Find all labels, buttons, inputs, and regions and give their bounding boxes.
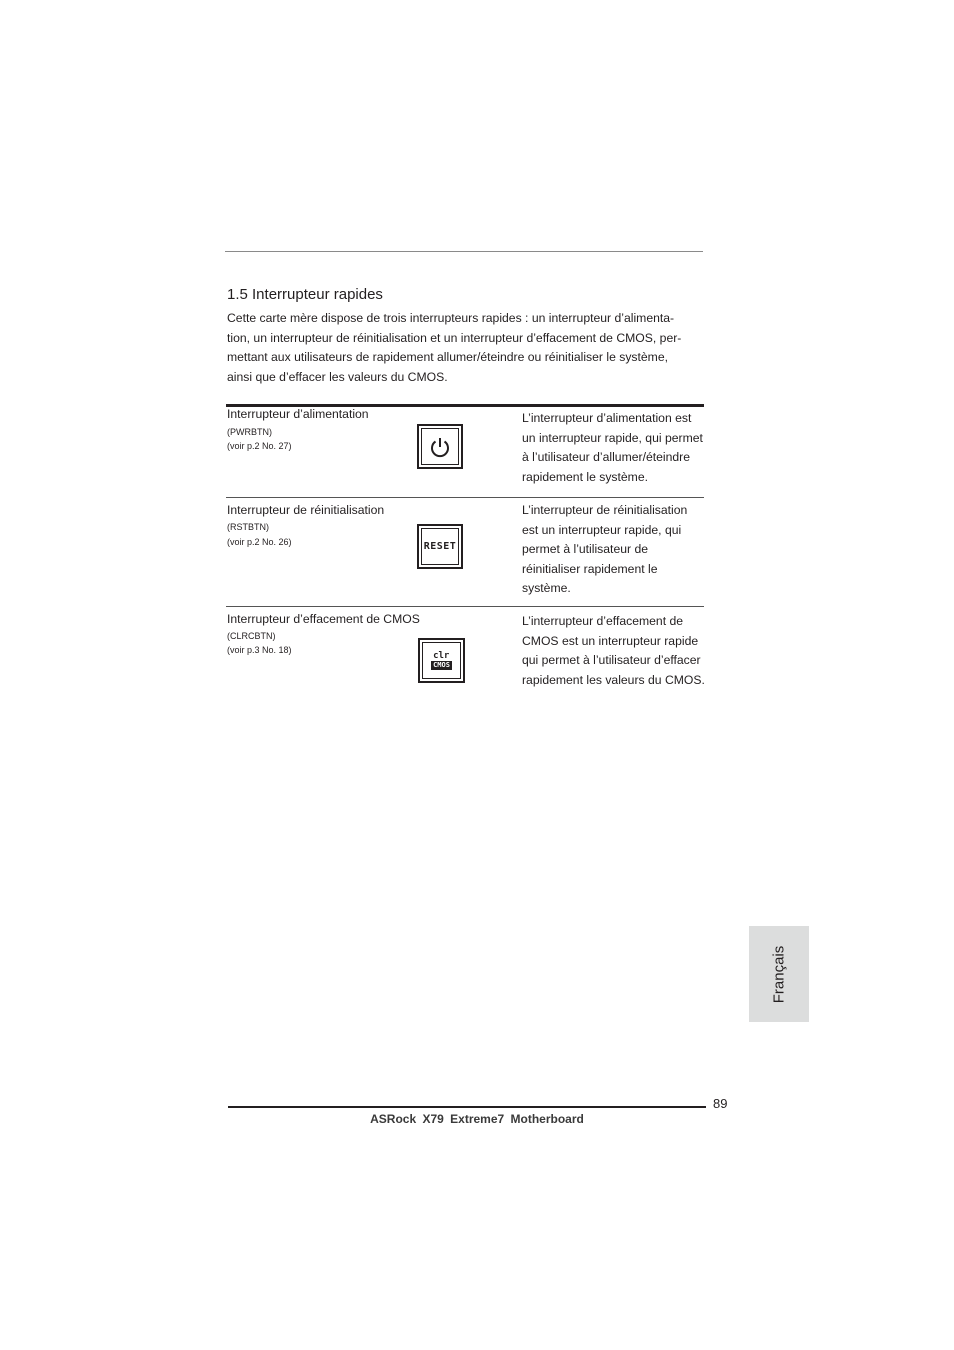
clear-cmos-button-graphic [418,638,465,683]
clear-cmos-switch-description [522,612,722,690]
reset-switch-code: (RSTBTN) [227,522,269,532]
power-button-graphic [417,424,463,469]
desc-line: rapidement les valeurs du CMOS. [522,672,705,687]
clear-cmos-icon [431,651,452,670]
clr-label: clr [433,651,450,661]
power-switch-name: Interrupteur d’alimentation [227,407,369,421]
power-switch-description [522,409,722,487]
language-tab-label: Français [770,945,788,1003]
desc-line: L’interrupteur d’alimentation est [522,411,692,425]
desc-line: est un interrupteur rapide, qui [522,522,682,537]
desc-line: rapidement le système. [522,469,648,484]
section-title: 1.5 Interrupteur rapides [227,286,383,303]
power-switch-code: (PWRBTN) [227,427,272,437]
footer-title: ASRock X79 Extreme7 Motherboard [370,1112,584,1126]
desc-line: réinitialiser rapidement le [522,561,658,576]
desc-line: système. [522,581,571,595]
desc-line: L’interrupteur de réinitialisation [522,503,688,517]
power-switch-ref: (voir p.2 No. 27) [227,441,292,451]
cmos-label: CMOS [433,661,450,669]
clear-cmos-switch-code: (CLRCBTN) [227,631,276,641]
reset-switch-description [522,501,722,599]
footer-rule [228,1106,706,1108]
desc-line: qui permet à l’utilisateur d’effacer [522,653,701,667]
reset-icon: RESET [423,541,457,552]
intro-line: tion, un interrupteur de réinitialisation et un interrupteur d’effacement de CMOS, per- [227,330,682,345]
language-tab [749,926,809,1022]
desc-line: un interrupteur rapide, qui permet [522,430,703,445]
header-rule [225,251,703,252]
desc-line: CMOS est un interrupteur rapide [522,633,699,648]
intro-line: mettant aux utilisateurs de rapidement allumer/éteindre ou réinitialiser le système, [227,350,668,364]
desc-line: L’interrupteur d’effacement de [522,614,684,628]
desc-line: permet à l’utilisateur de [522,542,648,556]
power-icon [428,435,452,459]
row-divider [226,497,704,498]
desc-line: à l’utilisateur d’allumer/éteindre [522,450,691,464]
reset-switch-name: Interrupteur de réinitialisation [227,503,385,517]
intro-line: Cette carte mère dispose de trois interrupteurs rapides : un interrupteur d’alimenta- [227,311,675,325]
intro-paragraph [227,309,717,387]
clear-cmos-switch-name: Interrupteur d’effacement de CMOS [227,612,420,626]
reset-button-graphic [417,524,463,569]
reset-switch-ref: (voir p.2 No. 26) [227,537,292,547]
page-number: 89 [713,1096,728,1111]
intro-line: ainsi que d’effacer les valeurs du CMOS. [227,369,448,384]
clear-cmos-switch-ref: (voir p.3 No. 18) [227,645,292,655]
row-divider [226,606,704,607]
